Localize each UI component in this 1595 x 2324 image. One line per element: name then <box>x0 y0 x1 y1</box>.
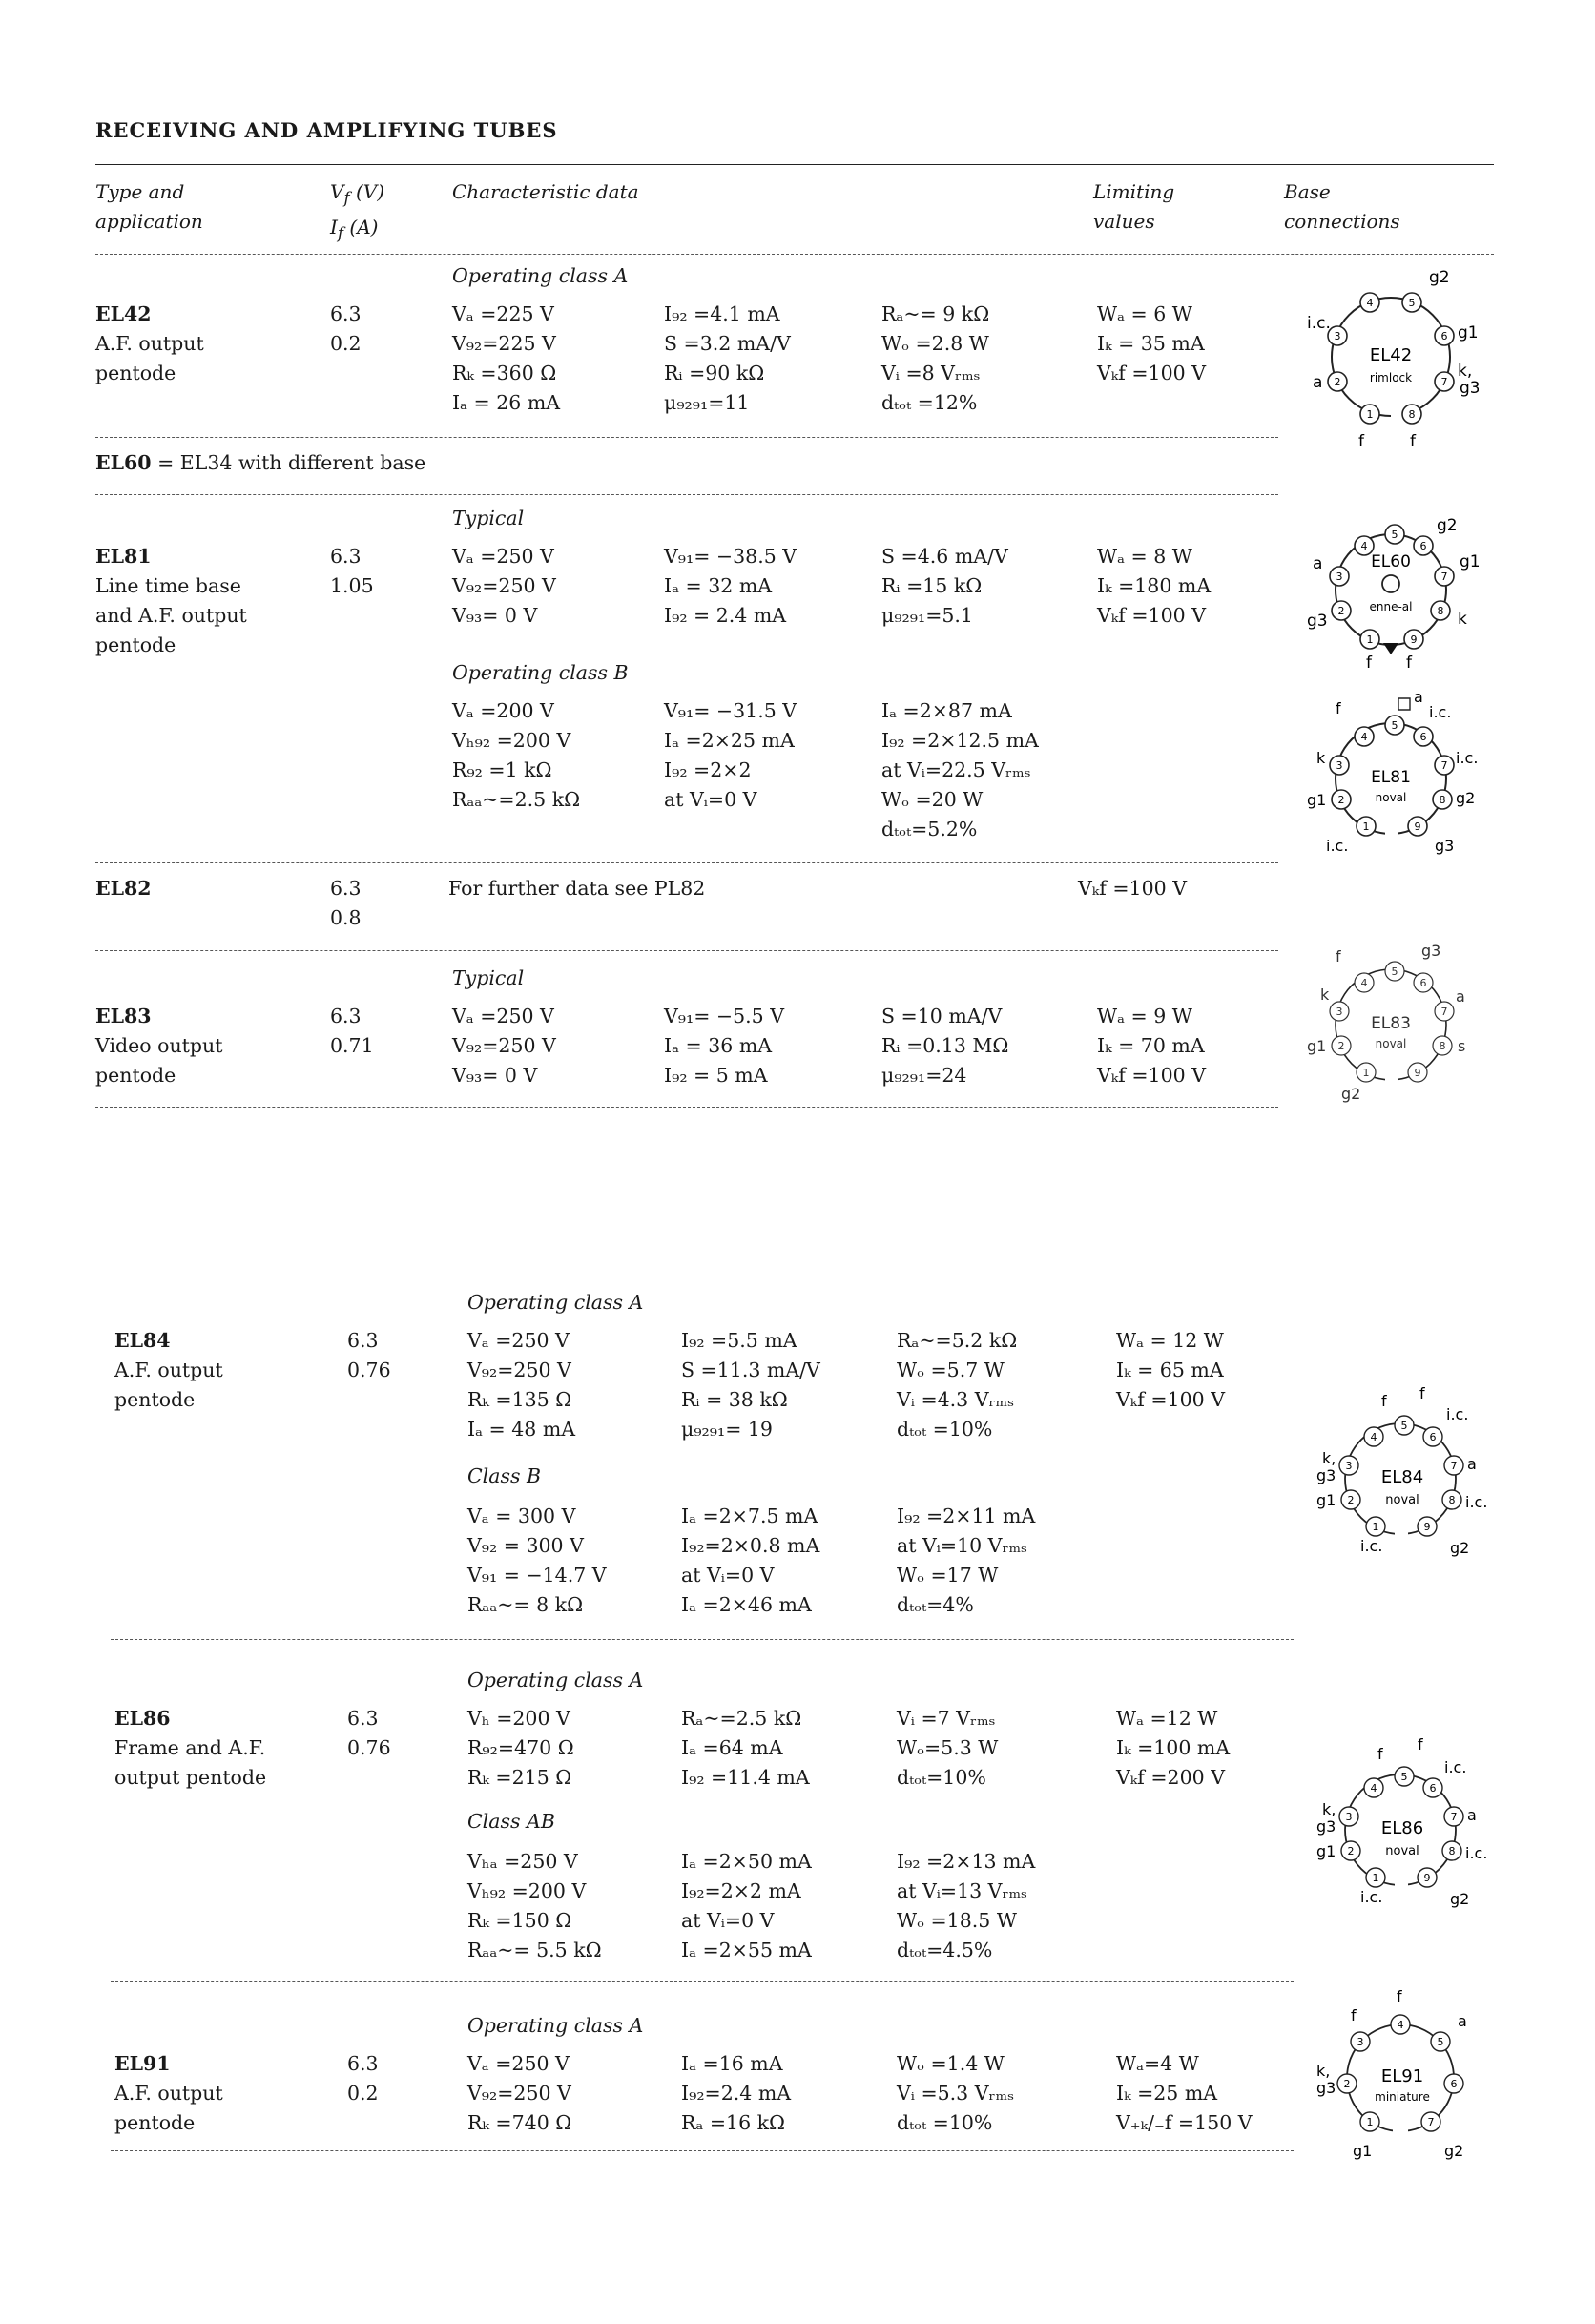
el60-base-diagram <box>1307 504 1479 685</box>
header-base: Base connections <box>1284 180 1400 233</box>
svg-text:g1: g1 <box>1460 552 1479 571</box>
el81-base-diagram <box>1307 683 1479 864</box>
svg-text:f: f <box>1358 432 1364 450</box>
svg-text:2: 2 <box>1347 1494 1355 1506</box>
svg-text:f: f <box>1397 1987 1402 2005</box>
svg-text:g1: g1 <box>1307 791 1327 809</box>
el86-limits: Wₐ =12 W Iₖ =100 mA Vₖf =200 V <box>1116 1707 1231 1789</box>
socket-type: noval <box>1385 1844 1419 1858</box>
svg-text:7: 7 <box>1427 2116 1435 2128</box>
el42-char-col2: I₉₂ =4.1 mA S =3.2 mA/V Rᵢ =90 kΩ μ₉₂₉₁=11 <box>664 302 791 414</box>
pin-circles <box>1330 525 1454 649</box>
svg-text:9: 9 <box>1410 633 1418 646</box>
svg-text:1: 1 <box>1366 633 1374 646</box>
svg-text:g2: g2 <box>1341 1085 1361 1103</box>
svg-text:f: f <box>1351 2006 1357 2024</box>
svg-text:6: 6 <box>1440 330 1448 342</box>
el83-char-col3: S =10 mA/V Rᵢ =0.13 MΩ μ₉₂₉₁=24 <box>881 1005 1009 1087</box>
svg-text:9: 9 <box>1423 1872 1431 1884</box>
svg-text:3: 3 <box>1345 1460 1353 1472</box>
svg-text:g3: g3 <box>1316 1466 1336 1484</box>
svg-text:7: 7 <box>1450 1811 1458 1823</box>
el84-condition-b: Class B <box>467 1464 542 1487</box>
svg-text:a: a <box>1313 554 1323 573</box>
el84-char-col3: Rₐ~=5.2 kΩ Wₒ =5.7 W Vᵢ =4.3 Vᵣₘₛ dₜₒₜ =10% <box>897 1329 1018 1441</box>
svg-text:1: 1 <box>1366 408 1374 421</box>
header-rule <box>95 254 1494 255</box>
el83-heater: 6.3 0.71 <box>330 1005 374 1057</box>
svg-text:2: 2 <box>1337 605 1345 617</box>
svg-text:k,: k, <box>1316 2062 1331 2080</box>
el91-base-diagram <box>1316 1982 1488 2164</box>
svg-text:5: 5 <box>1408 297 1416 309</box>
svg-text:a: a <box>1313 373 1323 392</box>
svg-text:s: s <box>1458 1037 1466 1055</box>
el81-char-col1: Vₐ =250 V V₉₂=250 V V₉₃= 0 V <box>452 545 556 627</box>
el86-rule <box>111 1981 1294 1982</box>
tube-label: EL81 <box>1371 768 1411 787</box>
svg-text:9: 9 <box>1423 1521 1431 1533</box>
el82-rule <box>95 950 1278 951</box>
svg-text:g2: g2 <box>1437 516 1458 535</box>
el91-condition: Operating class A <box>467 2014 644 2037</box>
svg-text:g1: g1 <box>1316 1491 1336 1509</box>
svg-text:f: f <box>1410 432 1416 450</box>
el42-condition: Operating class A <box>452 264 629 287</box>
svg-text:i.c.: i.c. <box>1446 1405 1469 1423</box>
svg-text:2: 2 <box>1334 376 1341 388</box>
socket-type: noval <box>1375 791 1407 804</box>
socket-type: noval <box>1385 1493 1419 1507</box>
svg-text:1: 1 <box>1366 2116 1374 2128</box>
svg-text:1: 1 <box>1372 1521 1379 1533</box>
svg-text:3: 3 <box>1345 1811 1353 1823</box>
el83-char-col1: Vₐ =250 V V₉₂=250 V V₉₃= 0 V <box>452 1005 556 1087</box>
title-rule <box>95 164 1494 165</box>
svg-text:5: 5 <box>1391 719 1398 732</box>
svg-text:g3: g3 <box>1435 837 1455 855</box>
el81-char-col2: V₉₁= −38.5 V Iₐ = 32 mA I₉₂ = 2.4 mA <box>664 545 798 627</box>
el83-condition: Typical <box>452 966 525 989</box>
el86-base-diagram <box>1316 1734 1488 1916</box>
svg-text:k: k <box>1458 610 1467 629</box>
el81-char-col3: S =4.6 mA/V Rᵢ =15 kΩ μ₉₂₉₁=5.1 <box>881 545 1008 627</box>
el91-char-col1: Vₐ =250 V V₉₂=250 V Rₖ =740 Ω <box>467 2052 572 2134</box>
svg-text:3: 3 <box>1336 571 1343 583</box>
header-type: Type and application <box>95 180 203 233</box>
svg-text:i.c.: i.c. <box>1444 1758 1467 1776</box>
svg-text:i.c.: i.c. <box>1465 1844 1488 1862</box>
svg-text:8: 8 <box>1408 408 1416 421</box>
svg-text:a: a <box>1414 688 1423 706</box>
el86-condition-a: Operating class A <box>467 1669 644 1691</box>
svg-text:i.c.: i.c. <box>1360 1537 1383 1555</box>
el91-char-col2: Iₐ =16 mA I₉₂=2.4 mA Rₐ =16 kΩ <box>681 2052 792 2134</box>
svg-text:5: 5 <box>1400 1420 1408 1432</box>
svg-text:f: f <box>1419 1384 1425 1402</box>
svg-text:3: 3 <box>1357 2036 1364 2048</box>
el84-type: EL84 A.F. output pentode <box>114 1329 223 1411</box>
el86-classab-col3: I₉₂ =2×13 mA at Vᵢ=13 Vᵣₘₛ Wₒ =18.5 W dₜₒₜ=4.5% <box>897 1850 1036 1961</box>
svg-text:9: 9 <box>1414 820 1421 833</box>
svg-text:i.c.: i.c. <box>1429 703 1452 721</box>
svg-text:4: 4 <box>1366 297 1374 309</box>
svg-text:3: 3 <box>1336 759 1343 772</box>
svg-text:g1: g1 <box>1458 323 1479 342</box>
svg-text:5: 5 <box>1391 529 1398 541</box>
el81-classb-col3: Iₐ =2×87 mA I₉₂ =2×12.5 mA at Vᵢ=22.5 Vᵣₘₛ Wₒ =20 W dₜₒₜ=5.2% <box>881 699 1039 840</box>
svg-text:1: 1 <box>1362 820 1370 833</box>
el86-classab-col1: Vₕₐ =250 V Vₕ₉₂ =200 V Rₖ =150 Ω Rₐₐ~= 5.5 kΩ <box>467 1850 602 1961</box>
svg-text:5: 5 <box>1400 1771 1408 1783</box>
svg-text:a: a <box>1458 2012 1467 2030</box>
el60-row: EL60 = EL34 with different base <box>95 451 426 474</box>
header-limiting: Limiting values <box>1093 180 1175 233</box>
header-characteristic: Characteristic data <box>452 180 639 203</box>
el84-limits: Wₐ = 12 W Iₖ = 65 mA Vₖf =100 V <box>1116 1329 1226 1411</box>
el81-condition-typical: Typical <box>452 507 525 529</box>
el86-char-col1: Vₕ =200 V R₉₂=470 Ω Rₖ =215 Ω <box>467 1707 574 1789</box>
el84-classb-col2: Iₐ =2×7.5 mA I₉₂=2×0.8 mA at Vᵢ=0 V Iₐ =2×46 mA <box>681 1504 820 1616</box>
el42-char-col3: Rₐ~= 9 kΩ Wₒ =2.8 W Vᵢ =8 Vᵣₘₛ dₜₒₜ =12% <box>881 302 990 414</box>
el84-char-col1: Vₐ =250 V V₉₂=250 V Rₖ =135 Ω Iₐ = 48 mA <box>467 1329 576 1441</box>
svg-text:f: f <box>1418 1735 1423 1753</box>
svg-text:4: 4 <box>1370 1782 1378 1795</box>
el42-rule <box>95 437 1278 438</box>
svg-text:2: 2 <box>1347 1845 1355 1857</box>
el81-classb-col2: V₉₁= −31.5 V Iₐ =2×25 mA I₉₂ =2×2 at Vᵢ=0 V <box>664 699 798 811</box>
el91-rule <box>111 2150 1294 2151</box>
svg-text:g2: g2 <box>1450 1890 1470 1908</box>
svg-text:3: 3 <box>1336 1006 1343 1018</box>
tube-label: EL60 <box>1371 552 1411 571</box>
socket-type: noval <box>1375 1037 1407 1050</box>
svg-text:a: a <box>1456 987 1465 1006</box>
svg-text:7: 7 <box>1440 571 1448 583</box>
svg-text:f: f <box>1336 699 1341 717</box>
svg-text:a: a <box>1467 1806 1477 1824</box>
el81-heater: 6.3 1.05 <box>330 545 374 597</box>
el86-char-col3: Vᵢ =7 Vᵣₘₛ Wₒ=5.3 W dₜₒₜ=10% <box>897 1707 999 1789</box>
svg-text:4: 4 <box>1370 1431 1378 1443</box>
tube-label: EL83 <box>1371 1014 1411 1033</box>
svg-text:k,: k, <box>1322 1800 1336 1818</box>
svg-text:g3: g3 <box>1307 612 1328 631</box>
svg-text:6: 6 <box>1419 977 1427 989</box>
el83-char-col2: V₉₁= −5.5 V Iₐ = 36 mA I₉₂ = 5 mA <box>664 1005 785 1087</box>
el86-condition-ab: Class AB <box>467 1810 555 1833</box>
el84-classb-col3: I₉₂ =2×11 mA at Vᵢ=10 Vᵣₘₛ Wₒ =17 W dₜₒₜ=4% <box>897 1504 1036 1616</box>
shield-tab <box>1398 698 1410 710</box>
svg-text:4: 4 <box>1360 540 1368 552</box>
el42-limits: Wₐ = 6 W Iₖ = 35 mA Vₖf =100 V <box>1097 302 1207 384</box>
svg-text:8: 8 <box>1448 1845 1456 1857</box>
svg-text:4: 4 <box>1397 2019 1404 2031</box>
svg-text:1: 1 <box>1362 1067 1370 1079</box>
el42-type: EL42 A.F. output pentode <box>95 302 204 384</box>
svg-text:g3: g3 <box>1421 942 1441 960</box>
svg-text:i.c.: i.c. <box>1326 837 1349 855</box>
el82-limits: Vₖf =100 V <box>1078 877 1188 900</box>
svg-text:7: 7 <box>1440 759 1448 772</box>
el84-base-diagram <box>1316 1383 1488 1565</box>
svg-text:7: 7 <box>1450 1460 1458 1472</box>
el91-type: EL91 A.F. output pentode <box>114 2052 223 2134</box>
svg-text:4: 4 <box>1360 731 1368 743</box>
svg-text:5: 5 <box>1437 2036 1444 2048</box>
header-vf-if: $V_f$ (V) $I_f$ (A) <box>330 180 385 242</box>
svg-text:f: f <box>1378 1745 1383 1763</box>
el42-heater: 6.3 0.2 <box>330 302 362 355</box>
el86-char-col2: Rₐ~=2.5 kΩ Iₐ =64 mA I₉₂ =11.4 mA <box>681 1707 810 1789</box>
svg-text:i.c.: i.c. <box>1307 314 1331 333</box>
svg-text:6: 6 <box>1419 731 1427 743</box>
svg-text:8: 8 <box>1448 1494 1456 1506</box>
socket-type: rimlock <box>1369 371 1413 384</box>
el81-rule <box>95 862 1278 863</box>
tube-label: EL91 <box>1380 2066 1424 2086</box>
svg-text:g3: g3 <box>1316 2079 1336 2097</box>
svg-text:7: 7 <box>1440 376 1448 388</box>
svg-text:g1: g1 <box>1353 2142 1373 2160</box>
svg-text:6: 6 <box>1419 540 1427 552</box>
el83-rule <box>95 1107 1278 1108</box>
svg-text:g2: g2 <box>1429 269 1450 287</box>
el81-type: EL81 Line time base and A.F. output pentode <box>95 545 247 656</box>
el84-char-col2: I₉₂ =5.5 mA S =11.3 mA/V Rᵢ = 38 kΩ μ₉₂₉₁= 19 <box>681 1329 820 1441</box>
el42-char-col1: Vₐ =225 V V₉₂=225 V Rₖ =360 Ω Iₐ = 26 mA <box>452 302 561 414</box>
svg-text:g3: g3 <box>1316 1817 1336 1836</box>
el91-char-col3: Wₒ =1.4 W Vᵢ =5.3 Vᵣₘₛ dₜₒₜ =10% <box>897 2052 1015 2134</box>
svg-text:8: 8 <box>1437 605 1444 617</box>
el81-limits: Wₐ = 8 W Iₖ =180 mA Vₖf =100 V <box>1097 545 1212 627</box>
svg-text:k: k <box>1320 986 1330 1004</box>
svg-text:3: 3 <box>1334 330 1341 342</box>
el81-classb-col1: Vₐ =200 V Vₕ₉₂ =200 V R₉₂ =1 kΩ Rₐₐ~=2.5 kΩ <box>452 699 581 811</box>
el60-rule <box>95 494 1278 495</box>
svg-text:2: 2 <box>1337 1040 1345 1052</box>
svg-text:k,: k, <box>1458 362 1473 381</box>
svg-text:6: 6 <box>1429 1431 1437 1443</box>
svg-text:i.c.: i.c. <box>1465 1493 1488 1511</box>
svg-text:i.c.: i.c. <box>1360 1888 1383 1906</box>
svg-text:f: f <box>1381 1392 1387 1410</box>
socket-type: enne-al <box>1369 600 1413 613</box>
tube-label: EL42 <box>1369 345 1413 365</box>
svg-text:g2: g2 <box>1444 2142 1464 2160</box>
svg-text:2: 2 <box>1343 2078 1351 2090</box>
svg-text:8: 8 <box>1439 794 1446 806</box>
svg-text:f: f <box>1336 947 1341 965</box>
el86-type: EL86 Frame and A.F. output pentode <box>114 1707 267 1789</box>
svg-text:g2: g2 <box>1456 789 1476 807</box>
svg-text:6: 6 <box>1450 2078 1458 2090</box>
el84-rule <box>111 1639 1294 1640</box>
tube-label: EL84 <box>1380 1467 1424 1487</box>
page-title: RECEIVING AND AMPLIFYING TUBES <box>95 118 558 142</box>
el82-note: For further data see PL82 <box>448 877 706 900</box>
el84-heater: 6.3 0.76 <box>347 1329 391 1381</box>
tube-label: EL86 <box>1380 1818 1424 1838</box>
el83-base-diagram <box>1307 933 1479 1114</box>
el84-classb-col1: Vₐ = 300 V V₉₂ = 300 V V₉₁ = −14.7 V Rₐₐ~= 8 kΩ <box>467 1504 607 1616</box>
el83-type: EL83 Video output pentode <box>95 1005 223 1087</box>
svg-text:k,: k, <box>1322 1449 1336 1467</box>
el81-condition-classb: Operating class B <box>452 661 629 684</box>
svg-text:i.c.: i.c. <box>1456 749 1479 767</box>
svg-text:g1: g1 <box>1307 1037 1327 1055</box>
svg-text:9: 9 <box>1414 1067 1421 1079</box>
key-hole <box>1382 575 1399 592</box>
svg-text:f: f <box>1406 654 1412 673</box>
svg-text:g1: g1 <box>1316 1842 1336 1860</box>
svg-text:f: f <box>1366 654 1372 673</box>
svg-text:6: 6 <box>1429 1782 1437 1795</box>
svg-text:k: k <box>1316 749 1326 767</box>
svg-text:a: a <box>1467 1455 1477 1473</box>
el84-condition-a: Operating class A <box>467 1291 644 1314</box>
svg-text:7: 7 <box>1440 1006 1448 1018</box>
svg-text:g2: g2 <box>1450 1539 1470 1557</box>
el86-heater: 6.3 0.76 <box>347 1707 391 1759</box>
el82-type: EL82 <box>95 877 152 900</box>
el91-heater: 6.3 0.2 <box>347 2052 379 2105</box>
el91-limits: Wₐ=4 W Iₖ =25 mA V₊ₖ/₋f =150 V <box>1116 2052 1253 2134</box>
svg-text:2: 2 <box>1337 794 1345 806</box>
svg-text:5: 5 <box>1391 965 1398 978</box>
socket-type: miniature <box>1375 2090 1430 2104</box>
el82-heater: 6.3 0.8 <box>330 877 362 929</box>
svg-text:g3: g3 <box>1460 379 1479 398</box>
el42-base-diagram <box>1307 269 1479 450</box>
el86-classab-col2: Iₐ =2×50 mA I₉₂=2×2 mA at Vᵢ=0 V Iₐ =2×55 mA <box>681 1850 812 1961</box>
svg-text:1: 1 <box>1372 1872 1379 1884</box>
el83-limits: Wₐ = 9 W Iₖ = 70 mA Vₖf =100 V <box>1097 1005 1207 1087</box>
svg-text:4: 4 <box>1360 977 1368 989</box>
svg-text:8: 8 <box>1439 1040 1446 1052</box>
